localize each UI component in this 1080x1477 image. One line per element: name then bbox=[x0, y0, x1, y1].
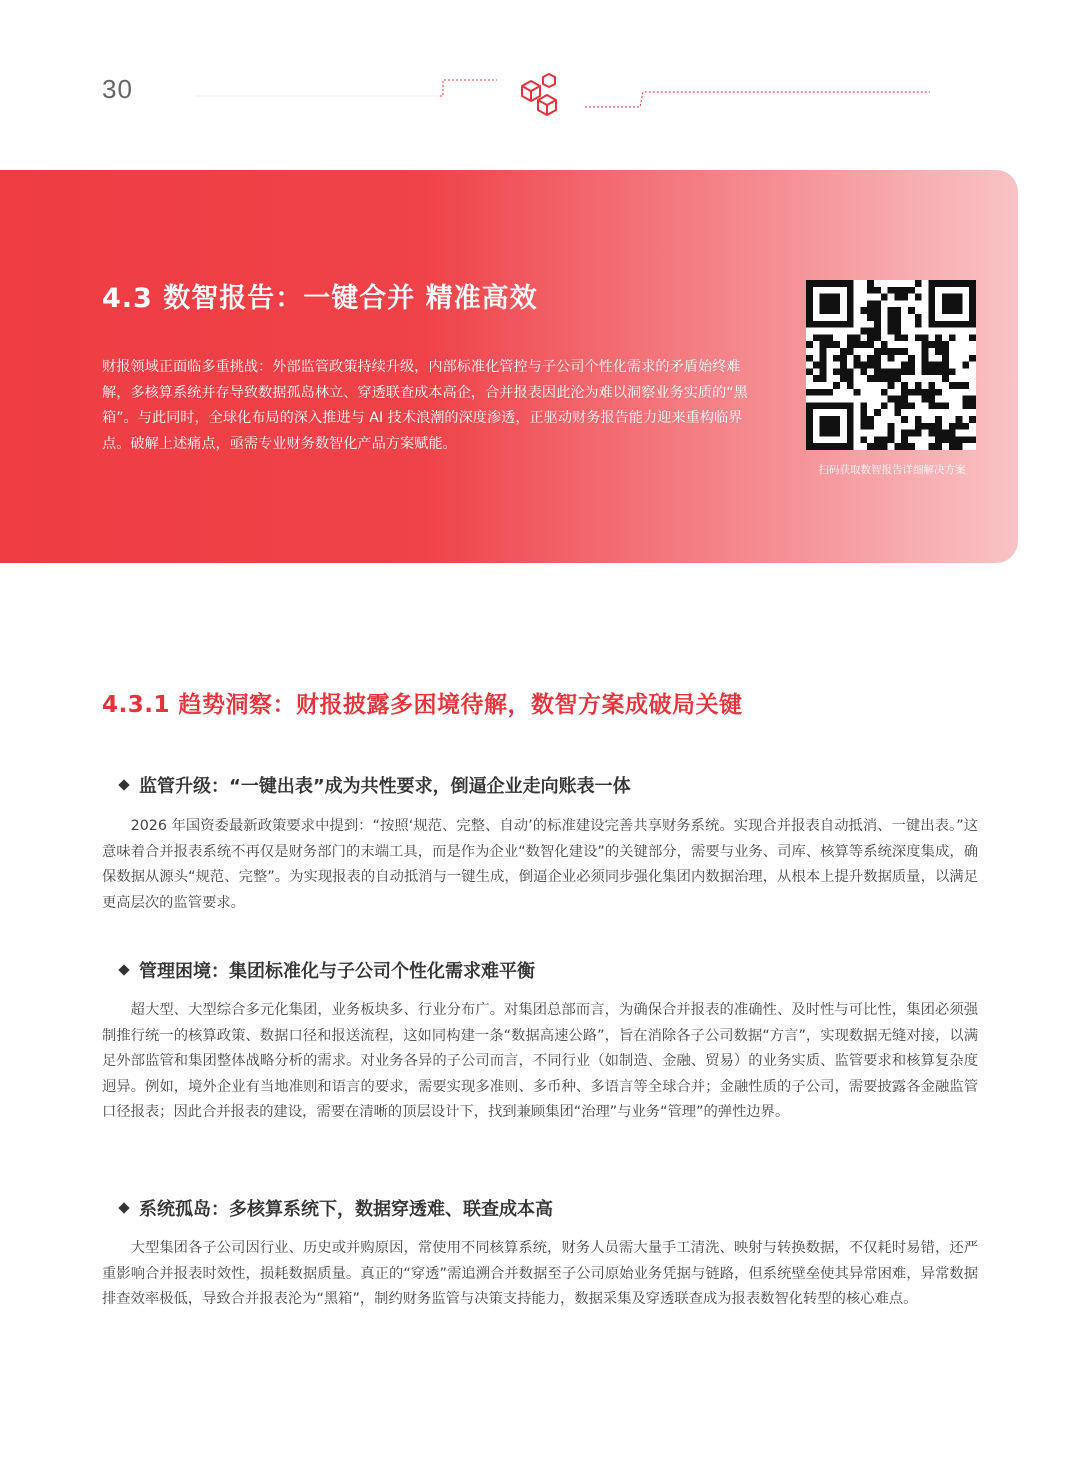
subheading-management bbox=[116, 957, 535, 983]
paragraph-management: 超大型、大型综合多元化集团，业务板块多、行业分布广。对集团总部而言，为确保合并报表的准确性、及时性与可比性，集团必须强制推行统一的核算政策、数据口径和报送流程，这如同构建一条“数据高速公路”，旨在消除各子公司数据“方言”，实现数据无缝对接，以满足外部监管和集团整体战略分析的需求。对业务各异的子公司而言，不同行业（如制造、金融、贸易）的业务实质、监管要求和核算复杂度迥异。例如，境外企业有当地准则和语言的要求，需要实现多准则、多币种、多语言等全球合并；金融性质的子公司，需要披露各金融监管口径报表；因此合并报表的建设，需要在清晰的顶层设计下，找到兼顾集团“治理”与业务“管理”的弹性边界。 bbox=[102, 1002, 978, 1120]
paragraph-regulation: 2026 年国资委最新政策要求中提到：“按照‘规范、完整、自动’的标准建设完善共享财务系统。实现合并报表自动抵消、一键出表。”这意味着合并报表系统不再仅是财务部门的末端工具，而是作为企业“数智化建设”的关键部分，需要与业务、司库、核算等系统深度集成，确保数据从源头“规范、完整”。为实现报表的自动抵消与一键生成，倒逼企业必须同步强化集团内数据治理，从根本上提升数据质量，以满足更高层次的监管要求。 bbox=[102, 818, 978, 911]
page-number: 30 bbox=[102, 74, 133, 104]
hero-banner bbox=[0, 170, 1018, 563]
subheading-text: 系统孤岛：多核算系统下，数据穿透难、联查成本高 bbox=[139, 1199, 553, 1220]
subheading-regulation bbox=[116, 772, 631, 798]
hero-body: 财报领域正面临多重挑战：外部监管政策持续升级，内部标准化管控与子公司个性化需求的矛盾始终难解，多核算系统并存导致数据孤岛林立、穿透联查成本高企，合并报表因此沦为难以洞察业务实质的“黑箱”。与此同时，全球化布局的深入推进与 AI 技术浪潮的深度渗透，正驱动财务报告能力迎来重构临界点。破解上述痛点，亟需专业财务数智化产品方案赋能。 bbox=[102, 359, 748, 452]
paragraph-silos: 大型集团各子公司因行业、历史或并购原因，常使用不同核算系统，财务人员需大量手工清洗、映射与转换数据，不仅耗时易错，还严重影响合并报表时效性，损耗数据质量。真正的“穿透”需追溯合并数据至子公司原始业务凭据与链路，但系统壁垒使其异常困难，异常数据排查效率极低，导致合并报表沦为“黑箱”，制约财务监管与决策支持能力，数据采集及穿透联查成为报表数智化转型的核心难点。 bbox=[102, 1240, 978, 1307]
subheading-silos bbox=[116, 1195, 553, 1221]
subheading-text: 管理困境：集团标准化与子公司个性化需求难平衡 bbox=[139, 961, 535, 982]
header-decoration bbox=[0, 60, 1080, 130]
subheading-text: 监管升级：“一键出表”成为共性要求，倒逼企业走向账表一体 bbox=[139, 776, 631, 797]
cubes-logo-icon bbox=[522, 74, 556, 115]
diamond-bullet-icon bbox=[118, 1202, 129, 1213]
hero-title: 4.3 数智报告：一键合并 精准高效 bbox=[102, 283, 538, 314]
diamond-bullet-icon bbox=[118, 964, 129, 975]
section-title: 4.3.1 趋势洞察：财报披露多困境待解，数智方案成破局关键 bbox=[102, 692, 743, 718]
diamond-bullet-icon bbox=[118, 779, 129, 790]
qr-caption: 扫码获取数智报告详细解决方案 bbox=[818, 464, 966, 476]
qr-code-icon[interactable] bbox=[806, 280, 976, 450]
